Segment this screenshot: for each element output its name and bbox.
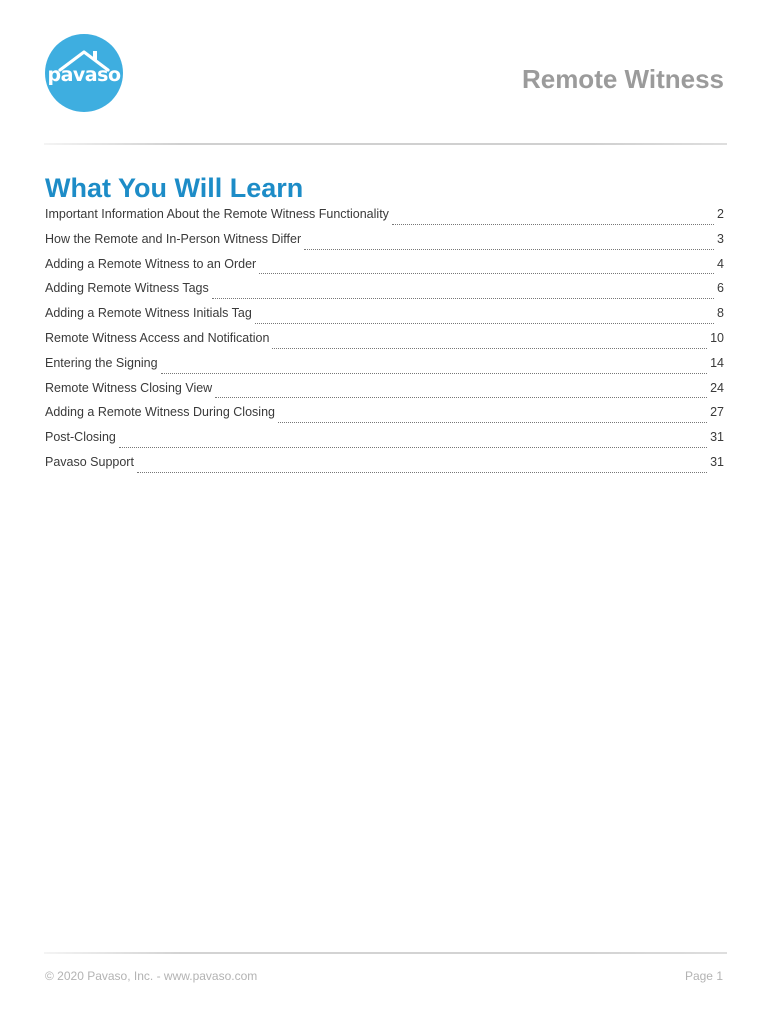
toc-entry-page: 4 <box>717 256 724 271</box>
toc-entry-label: Adding a Remote Witness During Closing <box>45 405 275 420</box>
toc-entry-page: 8 <box>717 306 724 321</box>
toc-dot-leader <box>137 471 707 473</box>
toc-entry-label: Entering the Signing <box>45 355 158 370</box>
toc-dot-leader <box>304 248 714 250</box>
pavaso-logo <box>45 34 123 112</box>
toc-entry-label: Remote Witness Access and Notification <box>45 330 270 345</box>
toc-entry-page: 27 <box>710 405 724 420</box>
toc-dot-leader <box>161 372 708 374</box>
toc-entry-label: Remote Witness Closing View <box>45 380 213 395</box>
toc-dot-leader <box>212 297 714 299</box>
toc-entry[interactable] <box>45 331 724 356</box>
toc-entry-page: 14 <box>710 355 724 370</box>
toc-entry-label: Important Information About the Remote Witness Functionality <box>45 207 389 221</box>
toc-entry[interactable] <box>45 281 724 306</box>
toc-entry-page: 10 <box>710 330 724 345</box>
toc-entry-label: Adding a Remote Witness Initials Tag <box>45 306 252 321</box>
toc-dot-leader <box>255 322 714 324</box>
toc-entry[interactable] <box>45 356 724 381</box>
toc-entry[interactable] <box>45 405 724 430</box>
toc-entry[interactable] <box>45 381 724 406</box>
toc-dot-leader <box>278 421 707 423</box>
toc-entry[interactable] <box>45 257 724 282</box>
toc-entry-label: Adding Remote Witness Tags <box>45 281 209 296</box>
toc-dot-leader <box>215 396 707 398</box>
toc-dot-leader <box>119 446 707 448</box>
section-heading: What You Will Learn <box>45 173 304 203</box>
footer-page-number: Page 1 <box>684 969 723 983</box>
footer-copyright: © 2020 Pavaso, Inc. - www.pavaso.com <box>45 969 258 983</box>
toc-entry[interactable] <box>45 455 724 480</box>
toc-entry-page: 2 <box>717 207 724 221</box>
toc-entry-label: Post-Closing <box>45 430 116 445</box>
toc-entry-page: 6 <box>717 281 724 296</box>
toc-entry-label: Adding a Remote Witness to an Order <box>45 256 257 271</box>
toc-entry-page: 3 <box>717 231 724 246</box>
header-divider <box>44 143 727 145</box>
toc-dot-leader <box>392 223 714 225</box>
toc-entry-label: Pavaso Support <box>45 454 134 469</box>
toc-dot-leader <box>259 272 714 274</box>
toc-entry-page: 31 <box>710 430 724 445</box>
toc-entry[interactable] <box>45 306 724 331</box>
toc-entry[interactable] <box>45 430 724 455</box>
toc-entry-label: How the Remote and In-Person Witness Differ <box>45 231 302 246</box>
footer-divider <box>44 952 727 954</box>
logo-wordmark: pavaso <box>47 64 121 86</box>
toc-entry[interactable] <box>45 207 724 232</box>
toc-entry-page: 31 <box>710 454 724 469</box>
table-of-contents <box>45 207 724 480</box>
toc-dot-leader <box>272 347 707 349</box>
toc-entry-page: 24 <box>710 380 724 395</box>
document-title: Remote Witness <box>521 64 724 94</box>
toc-entry[interactable] <box>45 232 724 257</box>
